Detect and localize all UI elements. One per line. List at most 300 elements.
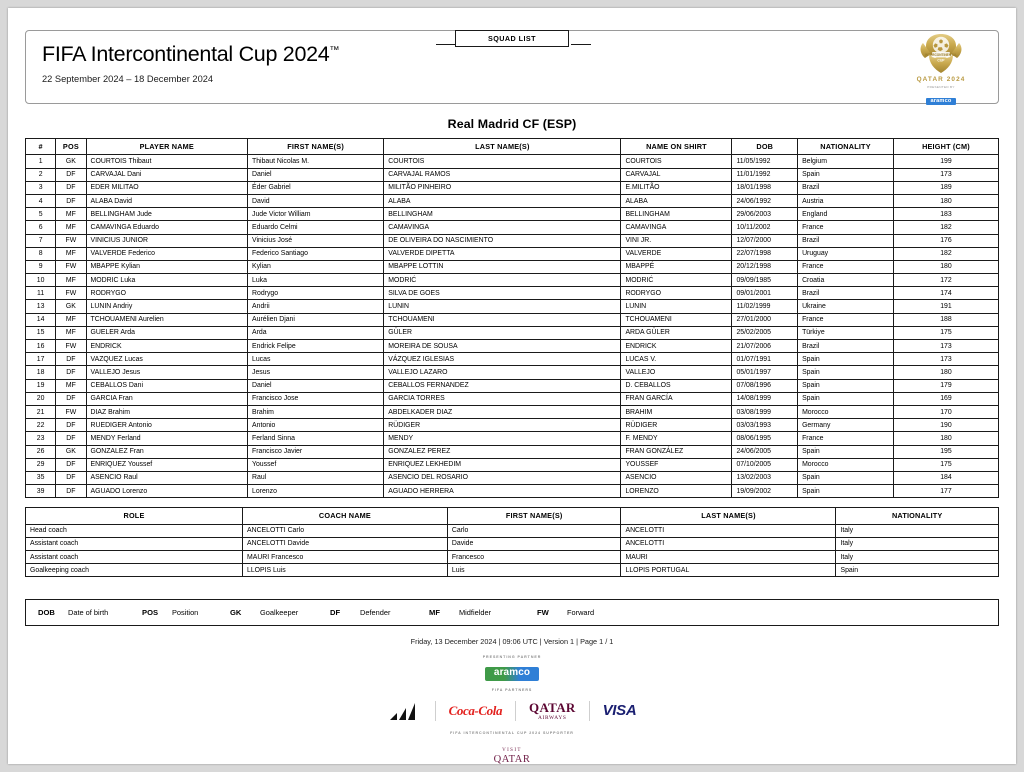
squad-list-tab — [455, 30, 569, 47]
emblem-competition-name: QATAR 2024 — [916, 76, 966, 83]
emblem-sponsor-logo: aramco — [926, 98, 955, 105]
table-cell: CAMAVINGA — [384, 221, 621, 234]
table-cell: 195 — [893, 445, 998, 458]
table-cell: Italy — [836, 551, 999, 564]
table-cell: SILVA DE GOES — [384, 287, 621, 300]
legend-item — [230, 608, 330, 617]
table-cell: 27/01/2000 — [732, 313, 798, 326]
table-cell: ANCELOTTI — [621, 524, 836, 537]
table-row — [26, 155, 999, 168]
table-row — [26, 485, 999, 498]
table-cell: Aurélien Djani — [248, 313, 384, 326]
adidas-stripes-icon — [388, 701, 422, 721]
qatar-airways-logo — [516, 698, 589, 724]
column-header: LAST NAME(S) — [621, 508, 836, 524]
table-cell: 03/03/1993 — [732, 419, 798, 432]
table-cell: 4 — [26, 194, 56, 207]
qatar-airways-wordmark — [529, 700, 576, 722]
visit-qatar-line1: VISIT — [502, 747, 522, 753]
table-cell: Francisco Javier — [248, 445, 384, 458]
table-cell: Croatia — [798, 274, 894, 287]
table-cell: 11/02/1999 — [732, 300, 798, 313]
table-cell: Antonio — [248, 419, 384, 432]
table-cell: Spain — [798, 168, 894, 181]
table-row — [26, 181, 999, 194]
table-cell: MAURI — [621, 551, 836, 564]
table-cell: Ferland Sinna — [248, 432, 384, 445]
table-row — [26, 405, 999, 418]
table-cell: 25/02/2005 — [732, 326, 798, 339]
table-cell: 177 — [893, 485, 998, 498]
table-cell: 175 — [893, 326, 998, 339]
table-cell: 180 — [893, 432, 998, 445]
table-cell: DF — [56, 471, 86, 484]
table-cell: LORENZO — [621, 485, 732, 498]
table-row — [26, 366, 999, 379]
table-cell: 3 — [26, 181, 56, 194]
emblem-presented-by-label: PRESENTED BY — [927, 85, 955, 89]
table-cell: MF — [56, 326, 86, 339]
column-header: ROLE — [26, 508, 243, 524]
table-cell: DF — [56, 366, 86, 379]
table-cell: EDER MILITAO — [86, 181, 247, 194]
table-cell: Italy — [836, 537, 999, 550]
table-cell: Spain — [798, 471, 894, 484]
table-cell: DF — [56, 181, 86, 194]
table-cell: Morocco — [798, 458, 894, 471]
legend-item — [429, 608, 537, 617]
table-cell: France — [798, 432, 894, 445]
table-cell: VALLEJO LAZARO — [384, 366, 621, 379]
column-header: LAST NAME(S) — [384, 139, 621, 155]
competition-dates: 22 September 2024 – 18 December 2024 — [42, 73, 214, 84]
table-row — [26, 353, 999, 366]
table-cell: 22/07/1998 — [732, 247, 798, 260]
table-row — [26, 247, 999, 260]
table-cell: DF — [56, 485, 86, 498]
table-cell: LLOPIS Luis — [243, 564, 448, 577]
table-cell: DF — [56, 168, 86, 181]
table-cell: Spain — [798, 392, 894, 405]
table-cell: 19/09/2002 — [732, 485, 798, 498]
table-cell: TCHOUAMENI — [384, 313, 621, 326]
table-cell: GK — [56, 445, 86, 458]
table-cell: BELLINGHAM Jude — [86, 208, 247, 221]
table-cell: TCHOUAMENI Aurelien — [86, 313, 247, 326]
table-cell: RUEDIGER Antonio — [86, 419, 247, 432]
table-row — [26, 445, 999, 458]
table-row — [26, 260, 999, 273]
legend-item — [537, 608, 594, 617]
table-cell: Türkiye — [798, 326, 894, 339]
table-cell: CARVAJAL Dani — [86, 168, 247, 181]
table-cell: GONZALEZ Fran — [86, 445, 247, 458]
table-cell: FRAN GARCÍA — [621, 392, 732, 405]
table-cell: DF — [56, 392, 86, 405]
legend-definition: Midfielder — [459, 608, 492, 618]
table-cell: F. MENDY — [621, 432, 732, 445]
table-row — [26, 194, 999, 207]
table-cell: GK — [56, 155, 86, 168]
column-header: PLAYER NAME — [86, 139, 247, 155]
table-row — [26, 313, 999, 326]
supporter-label: FIFA INTERCONTINENTAL CUP 2024 SUPPORTER — [450, 730, 574, 735]
table-cell: ENDRICK — [86, 340, 247, 353]
table-cell: Spain — [798, 366, 894, 379]
table-cell: Italy — [836, 524, 999, 537]
table-cell: RÜDIGER — [621, 419, 732, 432]
legend-abbreviation: POS — [142, 608, 159, 618]
trademark-symbol: ™ — [329, 44, 340, 56]
table-cell: 39 — [26, 485, 56, 498]
table-cell: VINICIUS JUNIOR — [86, 234, 247, 247]
squad-list-tab-label: SQUAD LIST — [487, 34, 537, 43]
table-cell: 09/01/2001 — [732, 287, 798, 300]
table-cell: MF — [56, 313, 86, 326]
table-cell: Daniel — [248, 168, 384, 181]
table-cell: 16 — [26, 340, 56, 353]
table-cell: CEBALLOS Dani — [86, 379, 247, 392]
table-cell: Daniel — [248, 379, 384, 392]
table-cell: 14 — [26, 313, 56, 326]
table-cell: ALABA David — [86, 194, 247, 207]
table-cell: 188 — [893, 313, 998, 326]
table-cell: Endrick Felipe — [248, 340, 384, 353]
table-cell: Lorenzo — [248, 485, 384, 498]
table-cell: ENRIQUEZ Youssef — [86, 458, 247, 471]
legend-item — [330, 608, 429, 617]
coaches-table-body — [26, 524, 999, 577]
table-cell: ANCELOTTI Carlo — [243, 524, 448, 537]
table-cell: 2 — [26, 168, 56, 181]
table-cell: David — [248, 194, 384, 207]
table-cell: 07/10/2005 — [732, 458, 798, 471]
table-cell: ALABA — [384, 194, 621, 207]
table-cell: MOREIRA DE SOUSA — [384, 340, 621, 353]
table-cell: AGUADO HERRERA — [384, 485, 621, 498]
table-cell: Francisco Jose — [248, 392, 384, 405]
table-row — [26, 221, 999, 234]
table-cell: 03/08/1999 — [732, 405, 798, 418]
table-cell: LUCAS V. — [621, 353, 732, 366]
table-cell: BELLINGHAM — [384, 208, 621, 221]
table-cell: 11/01/1992 — [732, 168, 798, 181]
trophy-crest-icon — [915, 33, 967, 75]
table-cell: 174 — [893, 287, 998, 300]
table-cell: 1 — [26, 155, 56, 168]
table-cell: France — [798, 221, 894, 234]
legend-abbreviation: MF — [429, 608, 440, 618]
table-cell: RÜDIGER — [384, 419, 621, 432]
table-cell: VALLEJO Jesus — [86, 366, 247, 379]
table-cell: BRAHIM — [621, 405, 732, 418]
table-cell: Vinicius José — [248, 234, 384, 247]
legend-item — [38, 608, 142, 617]
page-title-text: FIFA Intercontinental Cup 2024 — [42, 42, 330, 66]
table-row — [26, 537, 999, 550]
table-row — [26, 300, 999, 313]
table-cell: ENDRICK — [621, 340, 732, 353]
table-row — [26, 458, 999, 471]
table-cell: Morocco — [798, 405, 894, 418]
table-cell: 23 — [26, 432, 56, 445]
table-cell: Brazil — [798, 181, 894, 194]
column-header: NATIONALITY — [798, 139, 894, 155]
table-row — [26, 564, 999, 577]
table-cell: YOUSSEF — [621, 458, 732, 471]
table-row — [26, 419, 999, 432]
table-row — [26, 208, 999, 221]
fifa-partners-row — [8, 698, 1016, 724]
table-cell: 173 — [893, 353, 998, 366]
table-cell: 13 — [26, 300, 56, 313]
table-cell: Assistant coach — [26, 551, 243, 564]
table-cell: Brazil — [798, 287, 894, 300]
table-cell: MENDY — [384, 432, 621, 445]
table-cell: ANCELOTTI Davide — [243, 537, 448, 550]
table-cell: Kylian — [248, 260, 384, 273]
table-cell: 07/08/1996 — [732, 379, 798, 392]
table-cell: 20 — [26, 392, 56, 405]
table-cell: E.MILITÃO — [621, 181, 732, 194]
table-cell: VALVERDE Federico — [86, 247, 247, 260]
table-cell: 15 — [26, 326, 56, 339]
table-cell: DF — [56, 419, 86, 432]
table-cell: FW — [56, 260, 86, 273]
table-cell: 17 — [26, 353, 56, 366]
table-cell: 21 — [26, 405, 56, 418]
table-cell: MILITÃO PINHEIRO — [384, 181, 621, 194]
table-cell: Ukraine — [798, 300, 894, 313]
table-cell: 09/09/1985 — [732, 274, 798, 287]
table-cell: 21/07/2006 — [732, 340, 798, 353]
table-cell: Eduardo Celmi — [248, 221, 384, 234]
table-cell: 172 — [893, 274, 998, 287]
column-header: COACH NAME — [243, 508, 448, 524]
table-row — [26, 287, 999, 300]
table-cell: 29 — [26, 458, 56, 471]
table-cell: Raul — [248, 471, 384, 484]
table-cell: DF — [56, 194, 86, 207]
table-cell: France — [798, 260, 894, 273]
abbreviation-legend — [25, 599, 999, 626]
players-table-body — [26, 155, 999, 498]
table-cell: LUNIN — [384, 300, 621, 313]
team-name-heading: Real Madrid CF (ESP) — [447, 117, 577, 131]
table-cell: 10 — [26, 274, 56, 287]
table-cell: ASENCIO Raul — [86, 471, 247, 484]
table-row — [26, 379, 999, 392]
table-cell: MBAPPÉ — [621, 260, 732, 273]
visit-qatar-line2: QATAR — [493, 754, 531, 766]
table-cell: LLOPIS PORTUGAL — [621, 564, 836, 577]
adidas-logo — [375, 698, 435, 724]
table-cell: 8 — [26, 247, 56, 260]
table-cell: ENRIQUEZ LEKHEDIM — [384, 458, 621, 471]
table-cell: COURTOIS — [384, 155, 621, 168]
column-header: DOB — [732, 139, 798, 155]
table-cell: MF — [56, 208, 86, 221]
table-cell: Éder Gabriel — [248, 181, 384, 194]
table-cell: CARVAJAL RAMOS — [384, 168, 621, 181]
legend-definition: Forward — [567, 608, 595, 618]
table-cell: 24/06/2005 — [732, 445, 798, 458]
table-cell: Arda — [248, 326, 384, 339]
table-cell: 24/06/1992 — [732, 194, 798, 207]
table-row — [26, 234, 999, 247]
table-cell: 9 — [26, 260, 56, 273]
table-cell: Brahim — [248, 405, 384, 418]
table-cell: 180 — [893, 194, 998, 207]
table-cell: Spain — [798, 485, 894, 498]
table-cell: MODRIĆ — [384, 274, 621, 287]
table-cell: Thibaut Nicolas M. — [248, 155, 384, 168]
table-cell: Germany — [798, 419, 894, 432]
svg-text:INTERCONTINENTAL: INTERCONTINENTAL — [924, 53, 958, 58]
svg-text:CUP: CUP — [937, 58, 945, 63]
table-cell: 189 — [893, 181, 998, 194]
sponsors-section — [8, 655, 1016, 766]
table-cell: COURTOIS — [621, 155, 732, 168]
table-cell: 7 — [26, 234, 56, 247]
table-cell: GUELER Arda — [86, 326, 247, 339]
legend-definition: Position — [172, 608, 199, 618]
column-header: NAME ON SHIRT — [621, 139, 732, 155]
table-cell: 183 — [893, 208, 998, 221]
legend-abbreviation: DOB — [38, 608, 55, 618]
table-cell: 182 — [893, 247, 998, 260]
table-cell: 175 — [893, 458, 998, 471]
table-cell: Jude Victor William — [248, 208, 384, 221]
table-cell: DIAZ Brahim — [86, 405, 247, 418]
generation-info: Friday, 13 December 2024 | 09:06 UTC | Version 1 | Page 1 / 1 — [410, 637, 614, 647]
table-cell: Assistant coach — [26, 537, 243, 550]
table-row — [26, 340, 999, 353]
table-cell: 35 — [26, 471, 56, 484]
legend-definition: Goalkeeper — [260, 608, 299, 618]
column-header: HEIGHT (CM) — [893, 139, 998, 155]
table-cell: 14/08/1999 — [732, 392, 798, 405]
table-cell: Spain — [798, 379, 894, 392]
competition-emblem — [898, 33, 984, 103]
table-cell: 11 — [26, 287, 56, 300]
legend-abbreviation: DF — [330, 608, 341, 618]
table-cell: CAMAVINGA Eduardo — [86, 221, 247, 234]
players-table — [25, 138, 999, 498]
table-cell: 6 — [26, 221, 56, 234]
table-cell: Lucas — [248, 353, 384, 366]
table-cell: Rodrygo — [248, 287, 384, 300]
table-cell: GARCIA TORRES — [384, 392, 621, 405]
table-cell: ASENCIO — [621, 471, 732, 484]
table-cell: 180 — [893, 366, 998, 379]
table-cell: COURTOIS Thibaut — [86, 155, 247, 168]
table-cell: MBAPPE Kylian — [86, 260, 247, 273]
table-cell: Federico Santiago — [248, 247, 384, 260]
qatar-airways-line1: QATAR — [529, 699, 576, 715]
table-cell: Spain — [798, 353, 894, 366]
coaches-table-wrap — [8, 507, 1016, 577]
table-cell: England — [798, 208, 894, 221]
table-cell: 179 — [893, 379, 998, 392]
table-cell: 20/12/1998 — [732, 260, 798, 273]
table-cell: 180 — [893, 260, 998, 273]
table-cell: 169 — [893, 392, 998, 405]
table-cell: ANCELOTTI — [621, 537, 836, 550]
table-cell: FW — [56, 405, 86, 418]
table-cell: Goalkeeping coach — [26, 564, 243, 577]
table-cell: GONZALEZ PEREZ — [384, 445, 621, 458]
table-cell: 191 — [893, 300, 998, 313]
table-cell: 11/05/1992 — [732, 155, 798, 168]
table-cell: 01/07/1991 — [732, 353, 798, 366]
presenting-partner-label: PRESENTING PARTNER — [482, 655, 542, 660]
table-cell: DE OLIVEIRA DO NASCIMIENTO — [384, 234, 621, 247]
table-cell: DF — [56, 353, 86, 366]
column-header: # — [26, 139, 56, 155]
aramco-logo: aramco — [485, 667, 539, 681]
legend-abbreviation: GK — [230, 608, 242, 618]
table-cell: 182 — [893, 221, 998, 234]
column-header: FIRST NAME(S) — [447, 508, 621, 524]
table-cell: MF — [56, 274, 86, 287]
legend-abbreviation: FW — [537, 608, 549, 618]
table-row — [26, 471, 999, 484]
table-cell: FW — [56, 340, 86, 353]
table-cell: LUNIN Andriy — [86, 300, 247, 313]
table-cell: DF — [56, 458, 86, 471]
table-cell: 170 — [893, 405, 998, 418]
table-cell: VAZQUEZ Lucas — [86, 353, 247, 366]
table-cell: CEBALLOS FERNANDEZ — [384, 379, 621, 392]
table-cell: Brazil — [798, 234, 894, 247]
table-row — [26, 551, 999, 564]
table-row — [26, 326, 999, 339]
table-cell: LUNIN — [621, 300, 732, 313]
table-cell: Brazil — [798, 340, 894, 353]
table-cell: 5 — [26, 208, 56, 221]
table-cell: FW — [56, 287, 86, 300]
table-cell: Spain — [798, 445, 894, 458]
table-cell: MBAPPE LOTTIN — [384, 260, 621, 273]
table-cell: VINI JR. — [621, 234, 732, 247]
table-cell: 173 — [893, 340, 998, 353]
table-cell: MF — [56, 247, 86, 260]
table-cell: 10/11/2002 — [732, 221, 798, 234]
table-cell: VÁZQUEZ IGLESIAS — [384, 353, 621, 366]
table-cell: Youssef — [248, 458, 384, 471]
coaches-table-header-row — [26, 508, 999, 524]
document-header — [8, 8, 1016, 104]
table-cell: AGUADO Lorenzo — [86, 485, 247, 498]
table-row — [26, 274, 999, 287]
visa-logo — [590, 698, 650, 724]
table-cell: RODRYGO — [86, 287, 247, 300]
table-cell: Luka — [248, 274, 384, 287]
table-cell: Head coach — [26, 524, 243, 537]
coaches-table — [25, 507, 999, 577]
table-cell: 184 — [893, 471, 998, 484]
table-cell: Francesco — [447, 551, 621, 564]
table-cell: 26 — [26, 445, 56, 458]
column-header: POS — [56, 139, 86, 155]
table-cell: 176 — [893, 234, 998, 247]
table-cell: 173 — [893, 168, 998, 181]
table-cell: MENDY Ferland — [86, 432, 247, 445]
legend-definition: Date of birth — [68, 608, 109, 618]
table-cell: GÜLER — [384, 326, 621, 339]
players-table-wrap — [8, 138, 1016, 498]
